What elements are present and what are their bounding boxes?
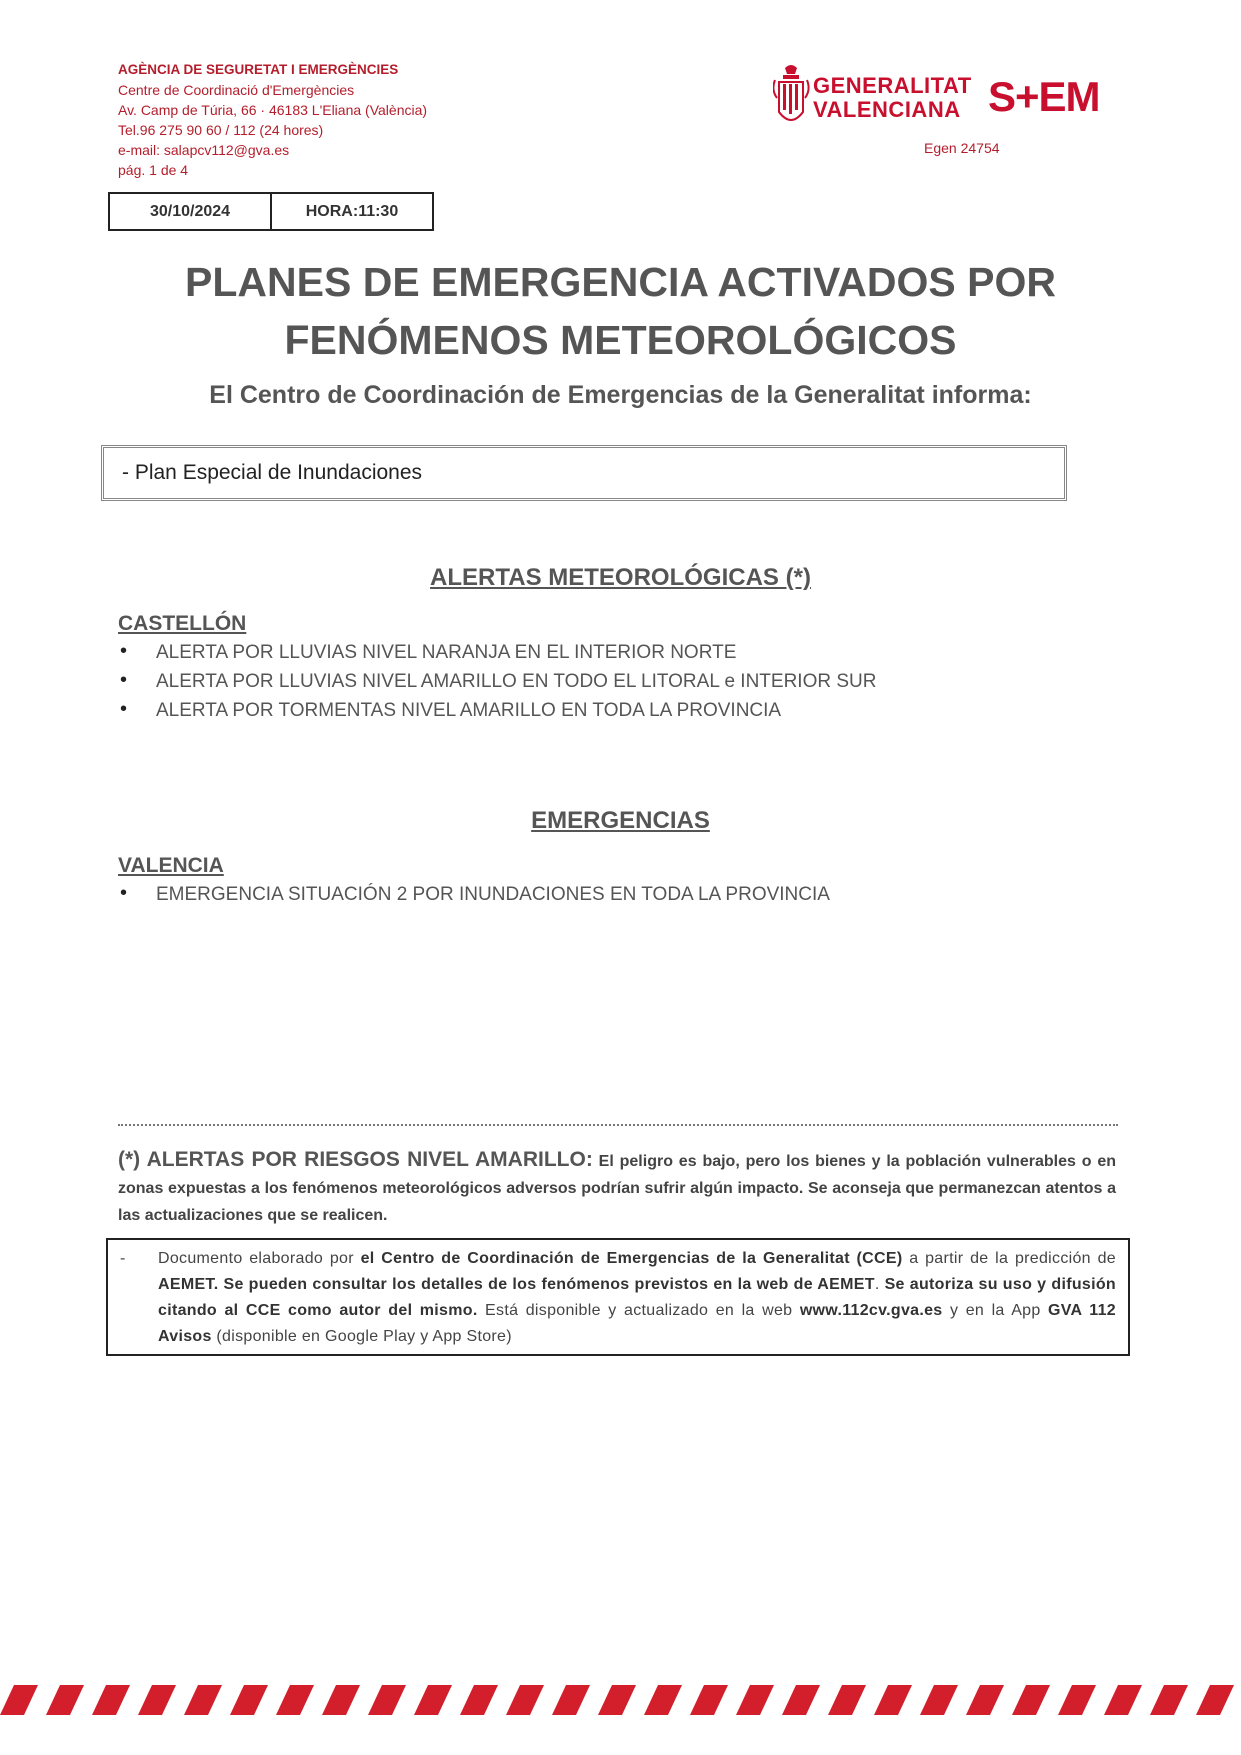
sem-logo: S+EM <box>988 73 1100 120</box>
disclaimer-dash: - <box>120 1250 126 1267</box>
active-plans-box <box>101 445 1067 501</box>
phone: Tel.96 275 90 60 / 112 (24 hores) <box>118 122 324 138</box>
footnote-lead: (*) ALERTAS POR RIESGOS NIVEL AMARILLO: <box>118 1148 593 1171</box>
egen-reference: Egen 24754 <box>924 140 1000 156</box>
alert-item: • ALERTA POR TORMENTAS NIVEL AMARILLO EN TODA LA PROVINCIA <box>118 696 876 725</box>
yellow-alert-footnote <box>118 1146 1116 1229</box>
website-link[interactable]: www.112cv.gva.es <box>799 1302 943 1319</box>
emergencies-list <box>118 880 830 909</box>
date-cell: 30/10/2024 <box>149 202 231 220</box>
page-title <box>0 253 1241 369</box>
disclaimer-text <box>158 1246 1116 1350</box>
alert-item: • ALERTA POR LLUVIAS NIVEL NARANJA EN EL INTERIOR NORTE <box>118 638 876 667</box>
disclaimer-bold: el Centro de Coordinación de Emergencias de la Generalitat (CCE) <box>360 1250 903 1267</box>
title-line-1: PLANES DE EMERGENCIA ACTIVADOS POR <box>185 259 1056 305</box>
emergencies-heading: EMERGENCIAS <box>531 807 710 834</box>
alerts-heading: ALERTAS METEOROLÓGICAS (*) <box>430 564 811 591</box>
disclaimer-box <box>106 1238 1130 1356</box>
address: Av. Camp de Túria, 66 · 46183 L'Eliana (València) <box>118 102 428 118</box>
emergency-item: • EMERGENCIA SITUACIÓN 2 POR INUNDACIONES EN TODA LA PROVINCIA <box>118 880 830 909</box>
logo-line-1: GENERALITAT <box>813 73 972 98</box>
app-name: GVA 112 Avisos <box>158 1302 1116 1345</box>
disclaimer-part: Documento elaborado por <box>158 1250 361 1267</box>
logo-line-2: VALENCIANA <box>813 97 961 122</box>
agency-name: AGÈNCIA DE SEGURETAT I EMERGÈNCIES <box>118 62 399 77</box>
agency-header <box>118 60 427 180</box>
dotted-divider <box>118 1124 1118 1126</box>
page-number: pág. 1 de 4 <box>118 162 189 178</box>
decorative-red-stripe <box>0 1685 1241 1715</box>
emergencies-province: VALENCIA <box>118 854 224 877</box>
disclaimer-part: (disponible en Google Play y App Store) <box>211 1328 512 1345</box>
disclaimer-bold: Se autoriza su uso y difusión citando al CCE como autor del mismo. <box>158 1276 1116 1319</box>
disclaimer-part: Está disponible y actualizado en la web <box>477 1302 800 1319</box>
alerts-list <box>118 638 876 725</box>
generalitat-logo-text <box>813 74 972 122</box>
alert-item: • ALERTA POR LLUVIAS NIVEL AMARILLO EN TODO EL LITORAL e INTERIOR SUR <box>118 667 876 696</box>
disclaimer-part: y en la App <box>942 1302 1049 1319</box>
plan-item: - Plan Especial de Inundaciones <box>122 461 423 484</box>
disclaimer-part: . <box>874 1276 885 1293</box>
disclaimer-bold: AEMET. Se pueden consultar los detalles de los fenómenos previstos en la web de AEMET <box>158 1276 875 1293</box>
footnote-text: El peligro es bajo, pero los bienes y la población vulnerables o en zonas expuestas a los fenómenos meteorológicos adversos podrían sufrir algún impacto. Se aconseja que permanezcan atentos a las actualizaciones que se realicen. <box>118 1153 1116 1224</box>
center-name: Centre de Coordinació d'Emergències <box>118 82 355 98</box>
page-subtitle: El Centro de Coordinación de Emergencias de la Generalitat informa: <box>209 381 1032 409</box>
disclaimer-part: a partir de la predicción de <box>902 1250 1116 1267</box>
title-line-2: FENÓMENOS METEOROLÓGICOS <box>284 317 957 363</box>
time-cell: HORA:11:30 <box>270 194 432 229</box>
date-time-box <box>108 192 434 231</box>
email: e-mail: salapcv112@gva.es <box>118 142 290 158</box>
alerts-province: CASTELLÓN <box>118 612 247 635</box>
